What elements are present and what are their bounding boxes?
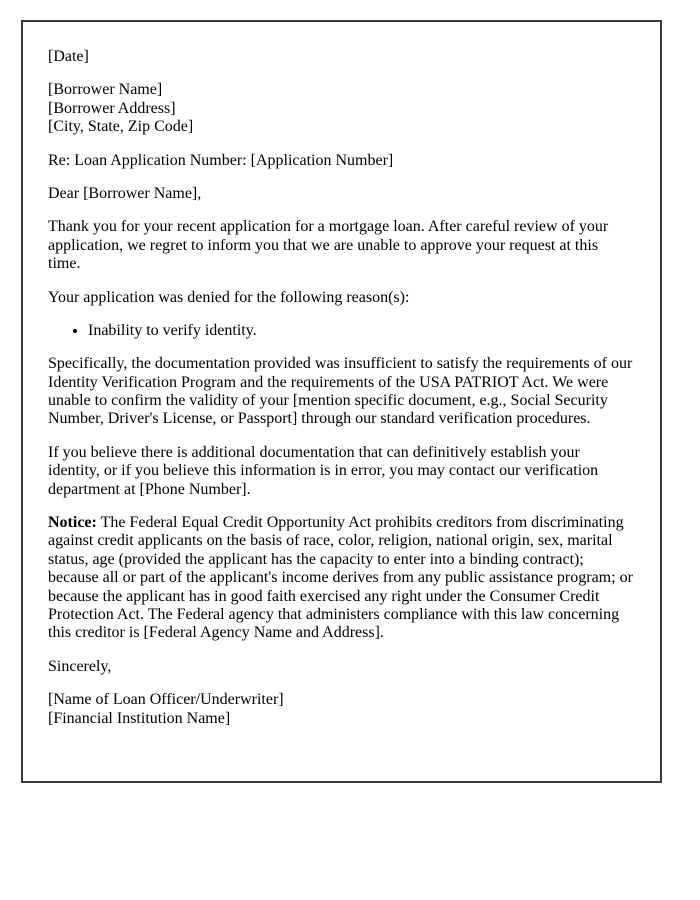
specifics-paragraph: Specifically, the documentation provided was insufficient to satisfy the requirements of our Identity Verification Program and the requirements of the USA PATRIOT Act. We were unable to confirm the validity of your [mention specific document, e.g., Social Security Number, Driver's License, or Passport] through our standard verification procedures. — [48, 355, 633, 428]
notice-label: Notice: — [48, 514, 97, 532]
denial-lead-paragraph: Your application was denied for the following reason(s): — [48, 288, 410, 306]
recipient-address-block — [48, 81, 633, 136]
recipient-street-address: [Borrower Address] — [48, 99, 176, 117]
denial-reason-item: • Inability to verify identity. — [88, 322, 633, 340]
notice-paragraph — [48, 514, 633, 643]
recipient-name: [Borrower Name] — [48, 81, 163, 99]
notice-body: The Federal Equal Credit Opportunity Act prohibits creditors from discriminating against credit applicants on the basis of race, color, religion, national origin, sex, marital status, age (provided the applicant has the capacity to enter into a binding contract); because all or part of the applicant's income derives from any public assistance program; or because the applicant has in good faith exercised any right under the Consumer Credit Protection Act. The Federal agency that administers compliance with this law concerning this creditor is [Federal Agency Name and Address]. — [48, 514, 633, 642]
signature-block — [48, 691, 633, 728]
closing: Sincerely, — [48, 657, 112, 675]
recipient-city-state-zip: [City, State, Zip Code] — [48, 118, 194, 136]
salutation: Dear [Borrower Name], — [48, 184, 202, 202]
letter-date: [Date] — [48, 48, 89, 65]
subject-line: Re: Loan Application Number: [Application Number] — [48, 151, 394, 169]
signature-officer-name: [Name of Loan Officer/Underwriter] — [48, 691, 284, 709]
denial-reasons-list — [48, 322, 633, 340]
signature-institution-name: [Financial Institution Name] — [48, 709, 231, 727]
loan-denial-letter — [21, 20, 662, 783]
appeal-paragraph: If you believe there is additional documentation that can definitively establish your identity, or if you believe this information is in error, you may contact our verification department at [Phone Number]. — [48, 443, 599, 498]
intro-paragraph: Thank you for your recent application for a mortgage loan. After careful review of your application, we regret to inform you that we are unable to approve your request at this time. — [48, 218, 609, 273]
